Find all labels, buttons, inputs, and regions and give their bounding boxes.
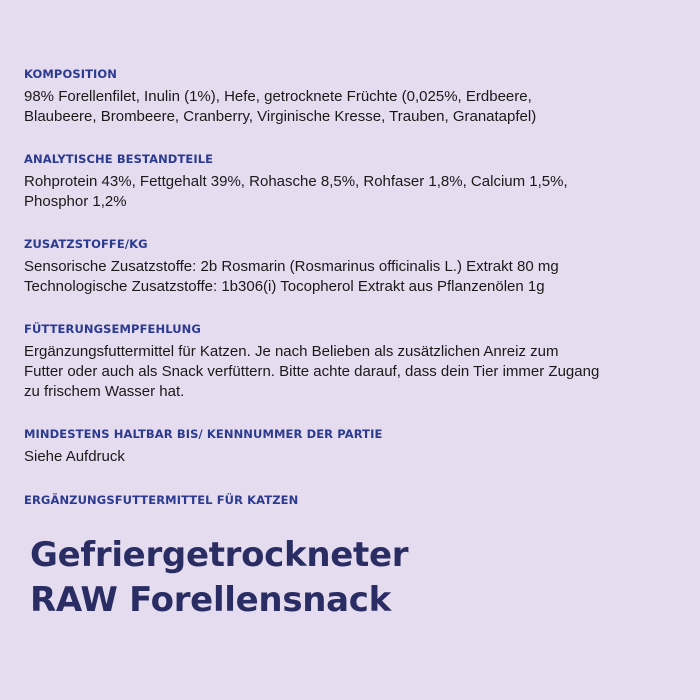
section-mindestens-haltbar (24, 426, 382, 467)
section-fuetterungsempfehlung (24, 321, 599, 402)
section-text: Ergänzungsfuttermittel für Katzen. Je nach Belieben als zusätzlichen Anreiz zum Futter oder auch als Snack verfüttern. Bitte achte darauf, dass dein Tier immer Zugang zu frischem Wasser hat. (24, 343, 600, 400)
section-analytische-bestandteile (24, 151, 568, 212)
section-text: 98% Forellenfilet, Inulin (1%), Hefe, getrocknete Früchte (0,025%, Erdbeere, Blaubeere, Brombeere, Cranberry, Virginische Kresse, Trauben, Granatapfel) (24, 88, 537, 125)
section-text: Rohprotein 43%, Fettgehalt 39%, Rohasche 8,5%, Rohfaser 1,8%, Calcium 1,5%, Phosphor 1,2% (24, 173, 568, 210)
section-komposition (24, 66, 536, 127)
section-heading: ERGÄNZUNGSFUTTERMITTEL FÜR KATZEN (24, 493, 299, 507)
section-text: Siehe Aufdruck (24, 448, 125, 465)
section-heading: MINDESTENS HALTBAR BIS/ KENNNUMMER DER PARTIE (24, 427, 383, 441)
section-heading: FÜTTERUNGSEMPFEHLUNG (24, 322, 201, 336)
product-title: Gefriergetrockneter RAW Forellensnack (30, 535, 409, 620)
section-heading: ANALYTISCHE BESTANDTEILE (24, 152, 214, 166)
section-heading: KOMPOSITION (24, 67, 118, 81)
section-ergaenzungsfuttermittel (24, 492, 298, 513)
section-zusatzstoffe (24, 236, 559, 297)
section-text: Sensorische Zusatzstoffe: 2b Rosmarin (Rosmarinus officinalis L.) Extrakt 80 mg Technologische Zusatzstoffe: 1b306(i) Tocopherol Extrakt aus Pflanzenölen 1g (24, 258, 559, 295)
section-heading: ZUSATZSTOFFE/KG (24, 237, 148, 251)
